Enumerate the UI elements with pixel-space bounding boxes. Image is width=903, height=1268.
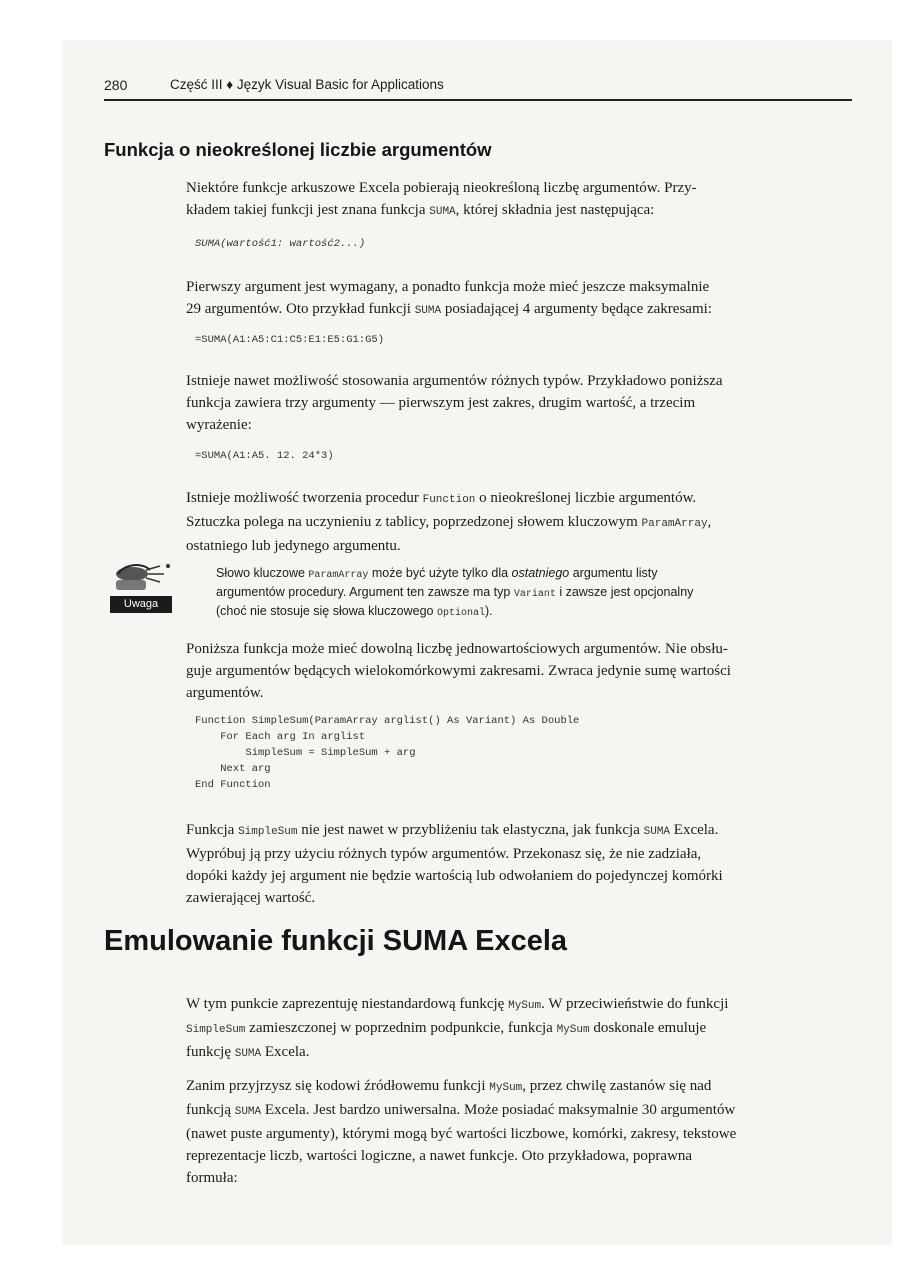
paragraph-1 [186, 177, 850, 223]
text-line: . W przeciwieństwie do funkcji [541, 996, 729, 1012]
paragraph-6 [186, 819, 850, 909]
text-line: Poniższa funkcja może mieć dowolną liczbę jednowartościowych argumentów. Nie obsłu- [186, 641, 728, 657]
inline-code: SUMA [234, 1048, 262, 1060]
text-line: zawierającej wartość. [186, 890, 316, 906]
text-line: Excela. [670, 822, 719, 838]
subsection-heading: Funkcja o nieokreślonej liczbie argumentów [104, 139, 492, 160]
emphasis: ostatniego [511, 566, 570, 580]
text-line: argumentów. [186, 685, 264, 701]
paragraph-5 [186, 638, 850, 704]
inline-code: MySum [508, 1000, 542, 1012]
text-line: (choć nie stosuje się słowa kluczowego [216, 604, 437, 618]
text-line: Funkcja [186, 822, 239, 838]
text-line: Istnieje możliwość tworzenia procedur [186, 490, 423, 506]
inline-code: ParamArray [308, 570, 369, 581]
inline-code: MySum [489, 1082, 523, 1094]
text-line: Excela. [261, 1044, 310, 1060]
text-line: funkcją [186, 1102, 235, 1118]
paragraph-2 [186, 276, 850, 322]
note-badge: Uwaga [110, 596, 172, 613]
paragraph-4 [186, 487, 850, 557]
note-hand-icon [110, 560, 176, 600]
paragraph-7 [186, 993, 850, 1065]
inline-code: SUMA [643, 826, 671, 838]
code-example-ranges: =SUMA(A1:A5:C1:C5:E1:E5:G1:G5) [195, 334, 385, 346]
section-heading: Emulowanie funkcji SUMA Excela [104, 925, 568, 957]
inline-code: SUMA [429, 206, 456, 218]
text-line: nie jest nawet w przybliżeniu tak elastyczna, jak funkcja [297, 822, 644, 838]
paragraph-3 [186, 370, 850, 436]
text-line: Istnieje nawet możliwość stosowania argumentów różnych typów. Przykładowo poniższa [186, 373, 723, 389]
paragraph-8 [186, 1075, 850, 1189]
note-icon [110, 560, 176, 616]
text-line: zamieszczonej w poprzednim podpunkcie, funkcja [245, 1020, 557, 1036]
page-number: 280 [104, 77, 128, 93]
text-line: W tym punkcie zaprezentuję niestandardową funkcję [186, 996, 509, 1012]
text-line: formuła: [186, 1170, 238, 1186]
text-line: , [707, 514, 712, 530]
text-line: Niektóre funkcje arkuszowe Excela pobierają nieokreśloną liczbę argumentów. Przy- [186, 180, 697, 196]
text-line: funkcja zawiera trzy argumenty — pierwszym jest zakres, drugim wartość, a trzecim [186, 395, 696, 411]
inline-code: Variant [513, 589, 556, 600]
text-line: funkcję [186, 1044, 235, 1060]
text-line: kładem takiej funkcji jest znana funkcja [186, 202, 430, 218]
text-line: ). [484, 604, 493, 618]
text-line: ostatniego lub jedynego argumentu. [186, 538, 401, 554]
inline-code: SimpleSum [186, 1024, 246, 1036]
code-simplesum: Function SimpleSum(ParamArray arglist() As Variant) As Double For Each arg In arglist SimpleSum = SimpleSum + arg Next arg End Function [195, 715, 580, 791]
text-line: Pierwszy argument jest wymagany, a ponadto funkcja może mieć jeszcze maksymalnie [186, 279, 710, 295]
text-line: i zawsze jest opcjonalny [555, 585, 694, 599]
code-example-mixed: =SUMA(A1:A5. 12. 24*3) [195, 450, 334, 462]
text-line: może być użyte tylko dla [368, 566, 512, 580]
text-line: Wypróbuj ją przy użyciu różnych typów argumentów. Przekonasz się, że nie zadziała, [186, 846, 702, 862]
text-line: dopóki każdy jej argument nie będzie wartością lub odwołaniem do pojedynczej komórki [186, 868, 723, 884]
text-line: wyrażenie: [186, 417, 252, 433]
text-line: argumentu listy [569, 566, 658, 580]
inline-code: Function [422, 494, 476, 506]
text-line: Excela. Jest bardzo uniwersalna. Może posiadać maksymalnie 30 argumentów [261, 1102, 736, 1118]
inline-code: SimpleSum [238, 826, 298, 838]
inline-code: ParamArray [641, 518, 708, 530]
text-line: (nawet puste argumenty), którymi mogą być wartości liczbowe, komórki, zakresy, tekstowe [186, 1126, 737, 1142]
text-line: reprezentacje liczb, wartości logiczne, a nawet funkcje. Oto przykładowa, poprawna [186, 1148, 693, 1164]
text-line: 29 argumentów. Oto przykład funkcji [186, 301, 415, 317]
inline-code: MySum [556, 1024, 590, 1036]
text-line: o nieokreślonej liczbie argumentów. [475, 490, 697, 506]
inline-code: Optional [436, 608, 485, 619]
text-line: Sztuczka polega na uczynieniu z tablicy, poprzedzonej słowem kluczowym [186, 514, 642, 530]
inline-code: SUMA [414, 305, 442, 317]
running-title: Część III ♦ Język Visual Basic for Applications [170, 77, 444, 92]
text-line: guje argumentów będących wielokomórkowymi zakresami. Zwraca jedynie sumę wartości [186, 663, 731, 679]
text-line: Zanim przyjrzysz się kodowi źródłowemu funkcji [186, 1078, 490, 1094]
text-line: , której składnia jest następująca: [455, 202, 655, 218]
code-syntax: SUMA(wartość1: wartość2...) [195, 238, 366, 250]
text-line: Słowo kluczowe [216, 566, 309, 580]
text-line: doskonale emuluje [589, 1020, 707, 1036]
text-line: posiadającej 4 argumenty będące zakresami: [441, 301, 712, 317]
text-line: argumentów procedury. Argument ten zawsze ma typ [216, 585, 514, 599]
text-line: , przez chwilę zastanów się nad [522, 1078, 712, 1094]
inline-code: SUMA [234, 1106, 262, 1118]
note-box [216, 565, 850, 622]
running-header [104, 77, 852, 101]
